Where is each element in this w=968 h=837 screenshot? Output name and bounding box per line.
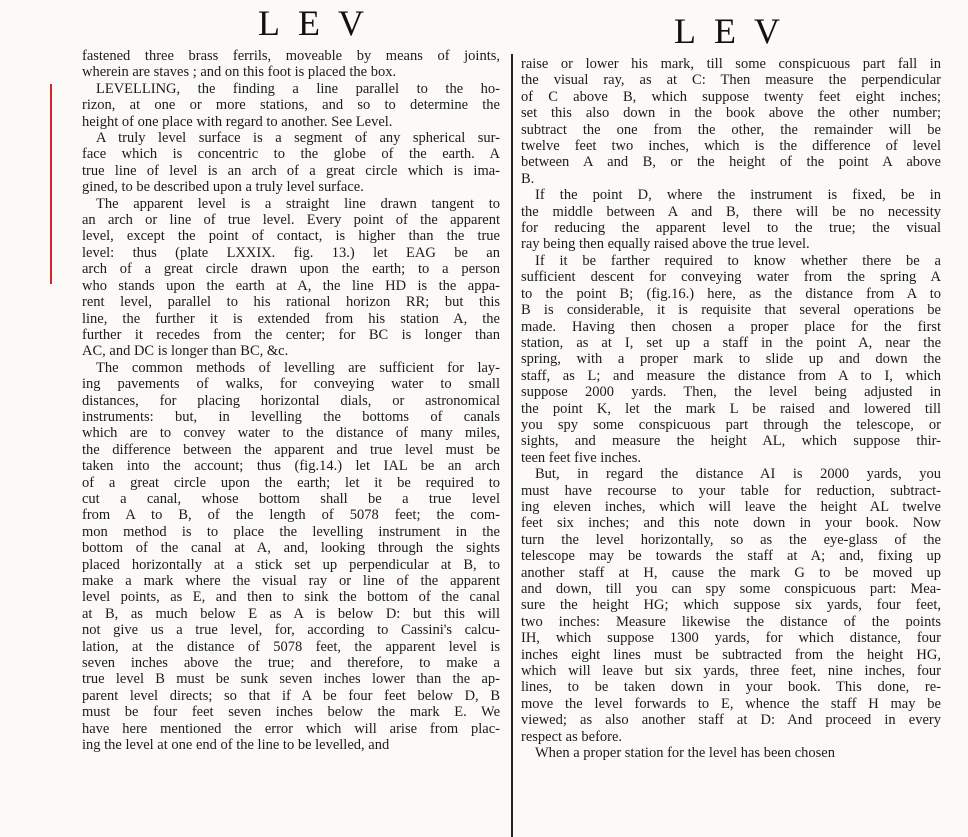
text-line: have here mentioned the error which will arise from plac- xyxy=(82,720,500,737)
text-line: to the point B; (fig.16.) here, as the distance from A to xyxy=(521,285,941,302)
text-line: from A to B, of the length of 5078 feet; the com- xyxy=(82,507,500,524)
text-line: staff, as L; and measure the distance from A to I, which xyxy=(521,367,941,384)
text-line: LEVELLING, the finding a line parallel to the ho- xyxy=(96,80,500,97)
text-line: mon method is to place the levelling instrument in the xyxy=(82,523,500,540)
text-line: rizon, at one or more stations, and so to determine the xyxy=(82,97,500,114)
text-line: of a great circle upon the earth; let it be required to xyxy=(82,474,500,491)
text-line: IH, which suppose 1300 yards, for which distance, four xyxy=(521,630,941,647)
text-line: If it be farther required to know whether there be a xyxy=(535,252,941,269)
text-line: set this also down in the book above the other number; xyxy=(521,105,941,122)
text-line: placed horizontally at a stick set up perpendicular at B, to xyxy=(82,556,500,573)
text-line: rent level, parallel to his rational horizon RR; but this xyxy=(82,294,500,311)
text-line: feet six inches; and this note down in your book. Now xyxy=(521,515,941,532)
text-line: true line of level is an arch of a great circle which is ima- xyxy=(82,162,500,179)
text-line: height of one place with regard to another. See Level. xyxy=(82,113,393,130)
text-line: If the point D, where the instrument is fixed, be in xyxy=(535,187,941,204)
text-line: gined, to be described upon a truly level surface. xyxy=(82,179,364,196)
text-line: cut a canal, whose bottom shall be a true level xyxy=(82,490,500,507)
text-line: must be four feet seven inches below the mark E. We xyxy=(82,704,500,721)
text-line: between A and B, or the height of the point A above xyxy=(521,154,941,171)
text-line: two inches: Measure likewise the distance of the points xyxy=(521,613,941,630)
text-line: sure the height HG; which suppose six yards, four feet, xyxy=(521,597,941,614)
text-line: inches eight lines must be subtracted from the height HG, xyxy=(521,646,941,663)
text-line: not give us a true level, for, according to Cassini's calcu- xyxy=(82,622,500,639)
text-line: at B, as much below E as A is below D: but this will xyxy=(82,605,500,622)
right-column xyxy=(521,56,941,761)
text-line: instruments: but, in levelling the bottoms of canals xyxy=(82,408,500,425)
text-line: the point K, let the mark L be raised and lowered till xyxy=(521,400,941,417)
text-line: B. xyxy=(521,170,535,187)
text-line: level, except the point of contact, is higher than the true xyxy=(82,228,500,245)
text-line: ing pavements of walks, for conveying water to small xyxy=(82,376,500,393)
text-line: the middle between A and B, there will be no necessity xyxy=(521,203,941,220)
text-line: of C above B, which suppose twenty feet eight inches; xyxy=(521,88,941,105)
text-line: make a mark where the visual ray or line of the apparent xyxy=(82,573,500,589)
text-line: you spy some conspicuous part through the telescope, or xyxy=(521,416,941,433)
text-line: for reducing the apparent level to the true; the visual xyxy=(521,220,941,237)
text-line: lation, at the distance of 5078 feet, the apparent level is xyxy=(82,638,500,655)
text-line: subtract the one from the other, the remainder will be xyxy=(521,121,941,138)
text-line: twelve feet two inches, which is the difference of level xyxy=(521,138,941,155)
text-line: true level B must be sunk seven inches lower than the ap- xyxy=(82,671,500,688)
text-line: wherein are staves ; and on this foot is placed the box. xyxy=(82,64,397,81)
text-line: taken into the account; thus (fig.14.) let IAL be an arch xyxy=(82,458,500,475)
text-line: When a proper station for the level has been chosen xyxy=(535,745,835,762)
text-line: line, the further it is extended from his station A, the xyxy=(82,310,500,327)
text-line: A truly level surface is a segment of any spherical sur- xyxy=(96,130,500,147)
text-line: which will leave but six yards, three feet, nine inches, four xyxy=(521,663,941,680)
text-line: and down, till you can spy some conspicuous part: Mea- xyxy=(521,581,941,597)
text-line: lines, to be taken down in your book. This done, re- xyxy=(521,679,941,696)
text-line: The common methods of levelling are sufficient for lay- xyxy=(96,359,500,376)
text-line: sights, and measure the height AL, which suppose thir- xyxy=(521,433,941,450)
text-line: But, in regard the distance AI is 2000 yards, you xyxy=(535,466,941,483)
text-line: telescope may be towards the staff at A; and, fixing up xyxy=(521,548,941,565)
text-line: ray being then equally raised above the true level. xyxy=(521,236,810,253)
text-line: level points, as E, and then to sink the bottom of the canal xyxy=(82,589,500,606)
text-line: bottom of the canal at A, and, looking through the sights xyxy=(82,540,500,557)
text-line: teen feet five inches. xyxy=(521,449,641,466)
text-line: an arch or line of true level. Every point of the apparent xyxy=(82,212,500,229)
text-line: parent level directs; so that if A be four feet below D, B xyxy=(82,687,500,704)
text-line: who stands upon the earth at A, the line HD is the appa- xyxy=(82,277,500,294)
text-line: The apparent level is a straight line drawn tangent to xyxy=(96,195,500,212)
text-line: level: thus (plate LXXIX. fig. 13.) let EAG be an xyxy=(82,244,500,261)
text-line: ing the level at one end of the line to be levelled, and xyxy=(82,737,390,754)
text-line: must have recourse to your table for reduction, subtract- xyxy=(521,482,941,499)
text-line: AC, and DC is longer than BC, &c. xyxy=(82,343,289,360)
text-line: the difference between the apparent and true level must be xyxy=(82,441,500,458)
text-line: spring, with a proper mark to slide up and down the xyxy=(521,351,941,368)
red-margin-mark xyxy=(50,84,52,284)
text-line: face which is concentric to the globe of the earth. A xyxy=(82,146,500,163)
text-line: viewed; as also another staff at D: And proceed in every xyxy=(521,712,941,729)
text-line: suppose 2000 yards. Then, the level being adjusted in xyxy=(521,384,941,401)
text-line: move the level forwards to E, whence the staff H may be xyxy=(521,695,941,712)
text-line: turn the level horizontally, so as the eye-glass of the xyxy=(521,531,941,548)
text-line: which are to convey water to the distance of many miles, xyxy=(82,425,500,442)
text-line: further it recedes from the center; for BC is longer than xyxy=(82,326,500,343)
left-running-head: LEV xyxy=(258,3,382,43)
text-line: distances, for placing horizontal dials, or astronomical xyxy=(82,392,500,409)
text-line: fastened three brass ferrils, moveable by means of joints, xyxy=(82,48,500,64)
text-line: sufficient descent for conveying water from the spring A xyxy=(521,269,941,286)
text-line: B is considerable, it is requisite that several operations be xyxy=(521,302,941,319)
text-line: ing eleven inches, which will leave the height AL twelve xyxy=(521,498,941,515)
text-line: respect as before. xyxy=(521,728,623,745)
text-line: seven inches above the true; and therefore, to make a xyxy=(82,655,500,672)
text-line: the visual ray, as at C: Then measure the perpendicular xyxy=(521,72,941,89)
text-line: station, as at I, set up a staff in the point A, near the xyxy=(521,334,941,351)
right-running-head: LEV xyxy=(674,11,798,51)
text-line: another staff at H, cause the mark G to be moved up xyxy=(521,564,941,581)
left-column xyxy=(82,48,500,753)
text-line: made. Having then chosen a proper place for the first xyxy=(521,318,941,335)
text-line: arch of a great circle drawn upon the earth; to a person xyxy=(82,261,500,278)
text-line: raise or lower his mark, till some conspicuous part fall in xyxy=(521,56,941,72)
column-divider xyxy=(511,54,513,837)
